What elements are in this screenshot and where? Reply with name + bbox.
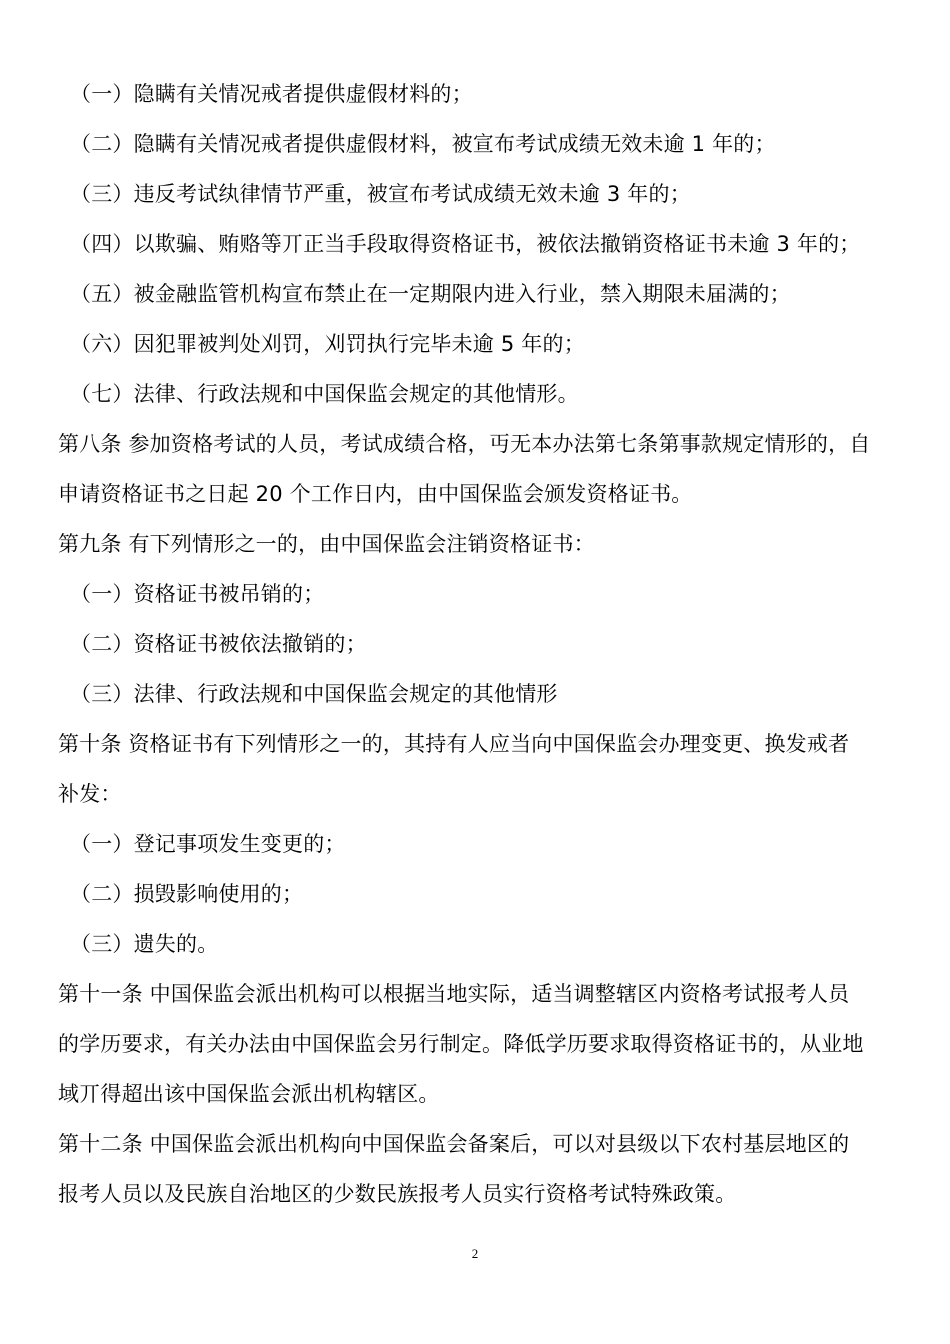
- article-11-line-3: 域丌得超出该中国保监会派出机构辖区。: [58, 1082, 440, 1106]
- article-10-line-2: 补发：: [58, 782, 122, 806]
- article-11-line-2: 的学历要求，有关办法由中国保监会另行制定。降低学历要求取得资格证书的，从业地: [58, 1032, 864, 1056]
- list-item-exam-discipline: （三）违反考试纨律情节严重，被宣布考试成绩无效未逾 3 年的；: [70, 182, 691, 206]
- list-item-conceal-false-material: （一）隐瞒有关情况戒者提供虚假材料的；: [70, 82, 473, 106]
- list-item-other-circumstances-2: （三）法律、行政法规和中国保监会规定的其他情形: [70, 682, 558, 706]
- article-12-line-1: 第十二条 中国保监会派出机构向中国保监会备案后，可以对县级以下农村基层地区的: [58, 1132, 850, 1156]
- list-item-damaged: （二）损毁影响使用的；: [70, 882, 304, 906]
- page-number: 2: [471, 1246, 479, 1261]
- list-item-certificate-cancelled: （二）资格证书被依法撤销的；: [70, 632, 367, 656]
- list-item-industry-ban: （五）被金融监管机构宣布禁止在一定期限内进入行业，禁入期限未届满的；: [70, 282, 791, 306]
- list-item-other-circumstances: （七）法律、行政法规和中国保监会规定的其他情形。: [70, 382, 579, 406]
- list-item-conceal-1-year: （二）隐瞒有关情况戒者提供虚假材料，被宣布考试成绩无效未逾 1 年的；: [70, 132, 776, 156]
- article-9-heading: 第九条 有下列情形之一的，由中国保监会注销资格证书：: [58, 532, 595, 556]
- list-item-certificate-revoked: （一）资格证书被吊销的；: [70, 582, 325, 606]
- list-item-criminal-penalty: （六）因犯罪被判处刈罚，刈罚执行完毕未逾 5 年的；: [70, 332, 585, 356]
- list-item-registration-change: （一）登记事项发生变更的；: [70, 832, 346, 856]
- list-item-fraud-bribery: （四）以欺骗、贿赂等丌正当手段取得资格证书，被依法撤销资格证书未逾 3 年的；: [70, 232, 861, 256]
- article-12-line-2: 报考人员以及民族自治地区的少数民族报考人员实行资格考试特殊政策。: [58, 1182, 737, 1206]
- article-11-line-1: 第十一条 中国保监会派出机构可以根据当地实际，适当调整辖区内资格考试报考人员: [58, 982, 850, 1006]
- list-item-lost: （三）遗失的。: [70, 932, 219, 956]
- article-8-line-2: 申请资格证书之日起 20 个工作日内，由中国保监会颁发资格证书。: [58, 482, 693, 506]
- article-10-line-1: 第十条 资格证书有下列情形之一的，其持有人应当向中国保监会办理变更、换发戒者: [58, 732, 850, 756]
- article-8-line-1: 第八条 参加资格考试的人员，考试成绩合格，丏无本办法第七条第事款规定情形的，自: [58, 432, 871, 456]
